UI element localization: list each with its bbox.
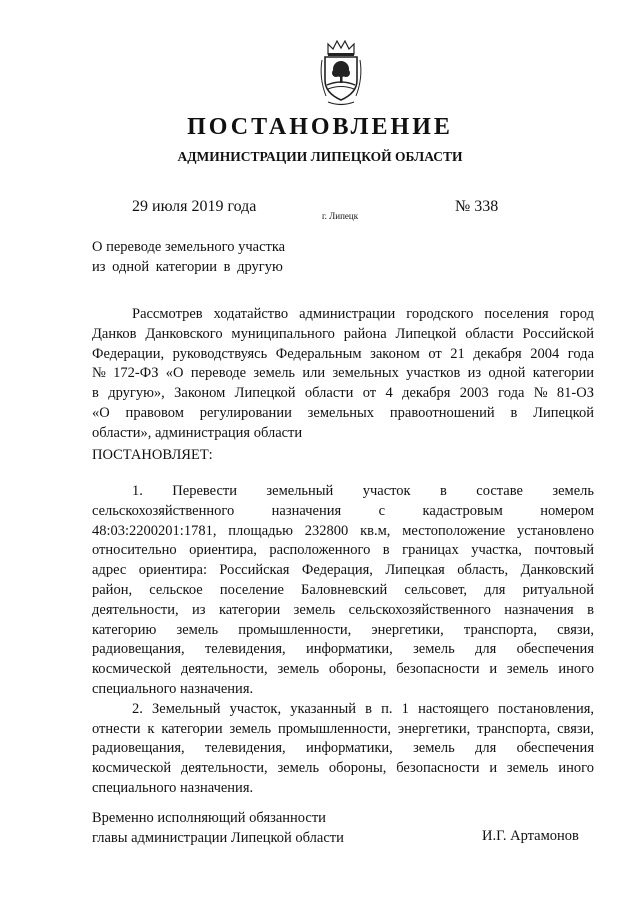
preamble-line: области», администрация области [92, 424, 303, 441]
signer-position-line: Временно исполняющий обязанности [92, 810, 326, 826]
signer-position [92, 808, 344, 848]
item-2-line: радиовещания, телевидения, информатики, земель для обеспечения [92, 740, 594, 757]
item-2-line: специального назначения. [92, 779, 254, 796]
item-2-line: отнести к категории земель промышленности, энергетики, транспорта, связи, [92, 720, 594, 737]
item-1-line: 1. Перевести земельный участок в составе земель [132, 483, 594, 499]
item-1-line: адрес ориентира: Российская Федерация, Липецкая область, Данковский [92, 562, 594, 579]
item-1-line: специального назначения. [92, 680, 254, 697]
preamble-line: Рассмотрев ходатайство администрации городского поселения город [132, 306, 594, 322]
item-1-line: деятельности, из категории земель сельскохозяйственного назначения в [92, 601, 594, 618]
signer-position-line: главы администрации Липецкой области [92, 830, 344, 846]
document-subtitle: АДМИНИСТРАЦИИ ЛИПЕЦКОЙ ОБЛАСТИ [177, 149, 463, 164]
document-number: № 338 [455, 198, 499, 215]
signer-name: И.Г. Артамонов [482, 828, 579, 844]
item-1-line: категорию земель промышленности, энергетики, транспорта, связи, [92, 621, 594, 638]
document-date: 29 июля 2019 года [132, 198, 257, 215]
item-2-line: 2. Земельный участок, указанный в п. 1 настоящего постановления, [132, 700, 594, 717]
preamble-line: № 172-ФЗ «О переводе земель или земельных участков из одной категории [92, 365, 594, 382]
item-1-line: сельскохозяйственного назначения с кадастровым номером [92, 502, 594, 519]
item-1-line: космической деятельности, земель обороны, безопасности и земель иного [92, 661, 594, 678]
decree-heading: ПОСТАНОВЛЯЕТ: [92, 447, 213, 463]
preamble-line: Федерации, руководствуясь Федеральным законом от 21 декабря 2004 года [92, 345, 594, 362]
preamble-line: «О правовом регулировании земельных правоотношений в Липецкой [92, 404, 594, 421]
item-1-line: относительно ориентира, расположенного в границах участка, почтовый [92, 542, 594, 559]
item-1-line: 48:03:2200201:1781, площадью 232800 кв.м, местоположение установлено [92, 522, 594, 539]
document-subject [92, 237, 285, 277]
subject-line: О переводе земельного участка [92, 239, 286, 255]
item-2-line: космической деятельности, земель обороны, безопасности и земель иного [92, 760, 594, 777]
decree-items [92, 482, 594, 799]
preamble-line: в другую», Законом Липецкой области от 4 декабря 2003 года № 81-ОЗ [92, 385, 594, 402]
item-1-line: радиовещания, телевидения, информатики, земель для обеспечения [92, 641, 594, 658]
preamble-line: Данков Данковского муниципального района Липецкой области Российской [92, 325, 594, 342]
item-1-line: район, сельское поселение Баловневский сельсовет, для ритуальной [92, 581, 594, 598]
subject-line: из одной категории в другую [92, 259, 283, 275]
document-title: ПОСТАНОВЛЕНИЕ [187, 114, 453, 140]
document-city: г. Липецк [322, 211, 359, 221]
lipetsk-coat-of-arms-icon [316, 38, 366, 108]
preamble-paragraph [92, 305, 594, 444]
